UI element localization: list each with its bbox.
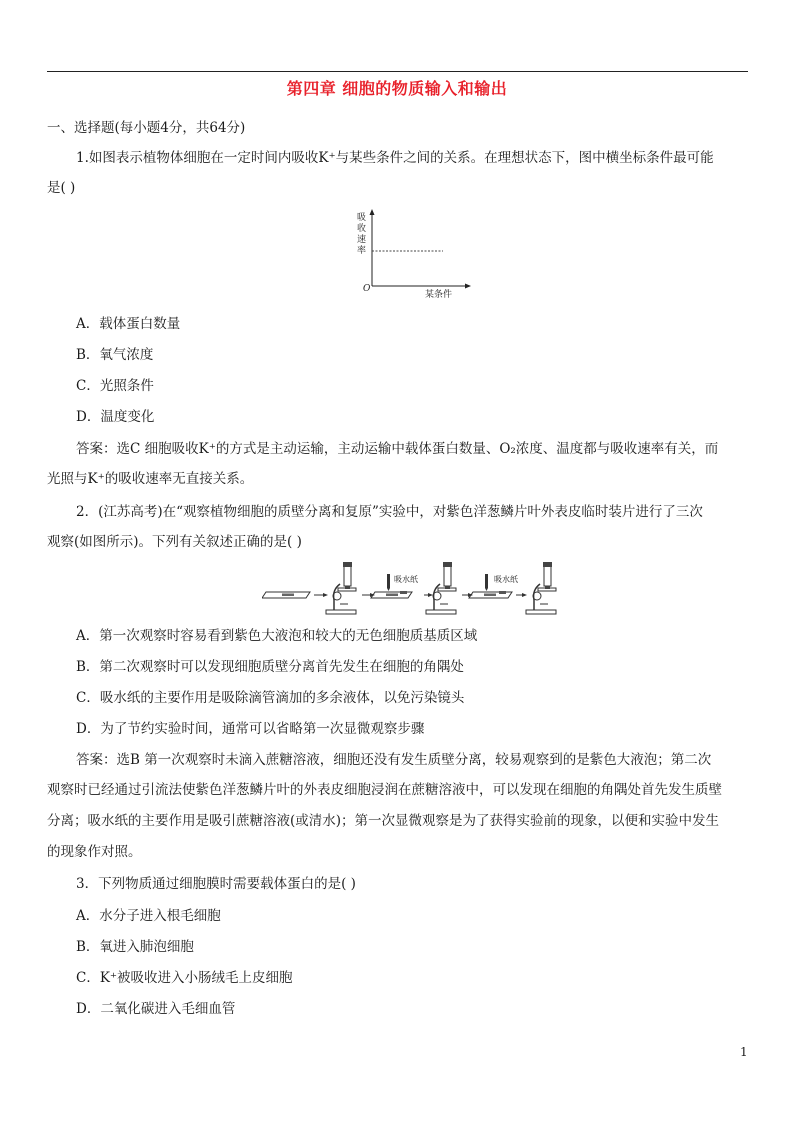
chapter-title: 第四章 细胞的物质输入和输出 <box>286 79 508 98</box>
y-axis-arrow <box>370 209 375 215</box>
q2-option-a: A．第一次观察时容易看到紫色大液泡和较大的无色细胞质基质区域 <box>76 628 478 644</box>
q2-answer-line2: 观察时已经通过引流法使紫色洋葱鳞片叶的外表皮细胞浸润在蔗糖溶液中，可以发现在细胞的角隅处首先发生质壁 <box>47 782 722 798</box>
absorbent-paper-1 <box>400 591 407 594</box>
origin-label: O <box>363 284 371 294</box>
q1-stem-line1: 1.如图表示植物体细胞在一定时间内吸收K⁺与某些条件之间的关系。在理想状态下，图中横坐标条件最可能 <box>76 150 714 166</box>
microscope-3 <box>526 562 556 614</box>
section-heading: 一、选择题(每小题4分，共64分) <box>47 120 246 136</box>
specimen-1 <box>282 594 294 597</box>
q1-option-a: A．载体蛋白数量 <box>76 316 181 332</box>
ylabel-char-1: 吸 <box>357 213 367 223</box>
absorbent-paper-2 <box>499 591 506 594</box>
q1-answer-line2: 光照与K⁺的吸收速率无直接关系。 <box>47 471 254 487</box>
header-rule <box>47 71 748 72</box>
q3-option-d: D．二氧化碳进入毛细血管 <box>76 1001 236 1017</box>
q1-option-d: D．温度变化 <box>76 409 155 425</box>
q1-option-b: B．氧气浓度 <box>76 347 154 363</box>
q2-stem-line2: 观察(如图所示)。下列有关叙述正确的是( ) <box>47 534 302 550</box>
q2-stem-line1: 2．(江苏高考)在“观察植物细胞的质壁分离和复原”实验中，对紫色洋葱鳞片叶外表皮临时装片进行了三次 <box>76 504 703 520</box>
q3-option-b: B．氧进入肺泡细胞 <box>76 939 194 955</box>
microscope-1 <box>326 562 356 614</box>
q2-option-c: C．吸水纸的主要作用是吸除滴管滴加的多余液体，以免污染镜头 <box>76 690 465 706</box>
ylabel-char-3: 速 <box>357 235 367 245</box>
page-number: 1 <box>740 1045 748 1059</box>
paper-label-2: 吸水纸 <box>494 575 518 584</box>
ylabel-char-4: 率 <box>357 246 367 256</box>
ylabel-char-2: 收 <box>357 224 367 234</box>
q1-answer-line1: 答案：选C 细胞吸收K⁺的方式是主动运输，主动运输中载体蛋白数量、O₂浓度、温度都与吸收速率有关，而 <box>76 441 719 457</box>
q3-stem: 3．下列物质通过细胞膜时需要载体蛋白的是( ) <box>76 876 356 892</box>
q3-option-a: A．水分子进入根毛细胞 <box>76 908 221 924</box>
q2-answer-line3: 分离；吸水纸的主要作用是吸引蔗糖溶液(或清水)；第一次显微观察是为了获得实验前的现象，以便和实验中发生 <box>47 813 720 829</box>
q2-option-b: B．第二次观察时可以发现细胞质壁分离首先发生在细胞的角隅处 <box>76 659 464 675</box>
x-axis-label: 某条件 <box>425 290 453 300</box>
q2-answer-line1: 答案：选B 第一次观察时未滴入蔗糖溶液，细胞还没有发生质壁分离，较易观察到的是紫色大液泡；第二次 <box>76 752 712 768</box>
dropper-2 <box>485 574 488 588</box>
x-axis-arrow <box>465 284 471 289</box>
paper-label-1: 吸水纸 <box>394 575 418 584</box>
microscope-2 <box>426 562 456 614</box>
q1-absorption-chart <box>355 208 475 300</box>
q2-microscope-figure <box>262 560 562 620</box>
q1-option-c: C．光照条件 <box>76 378 154 394</box>
dropper-1 <box>387 574 390 588</box>
q1-stem-line2: 是( ) <box>47 180 76 196</box>
q2-option-d: D．为了节约实验时间，通常可以省略第一次显微观察步骤 <box>76 721 425 737</box>
q2-answer-line4: 的现象作对照。 <box>47 844 142 860</box>
q3-option-c: C．K⁺被吸收进入小肠绒毛上皮细胞 <box>76 970 293 986</box>
